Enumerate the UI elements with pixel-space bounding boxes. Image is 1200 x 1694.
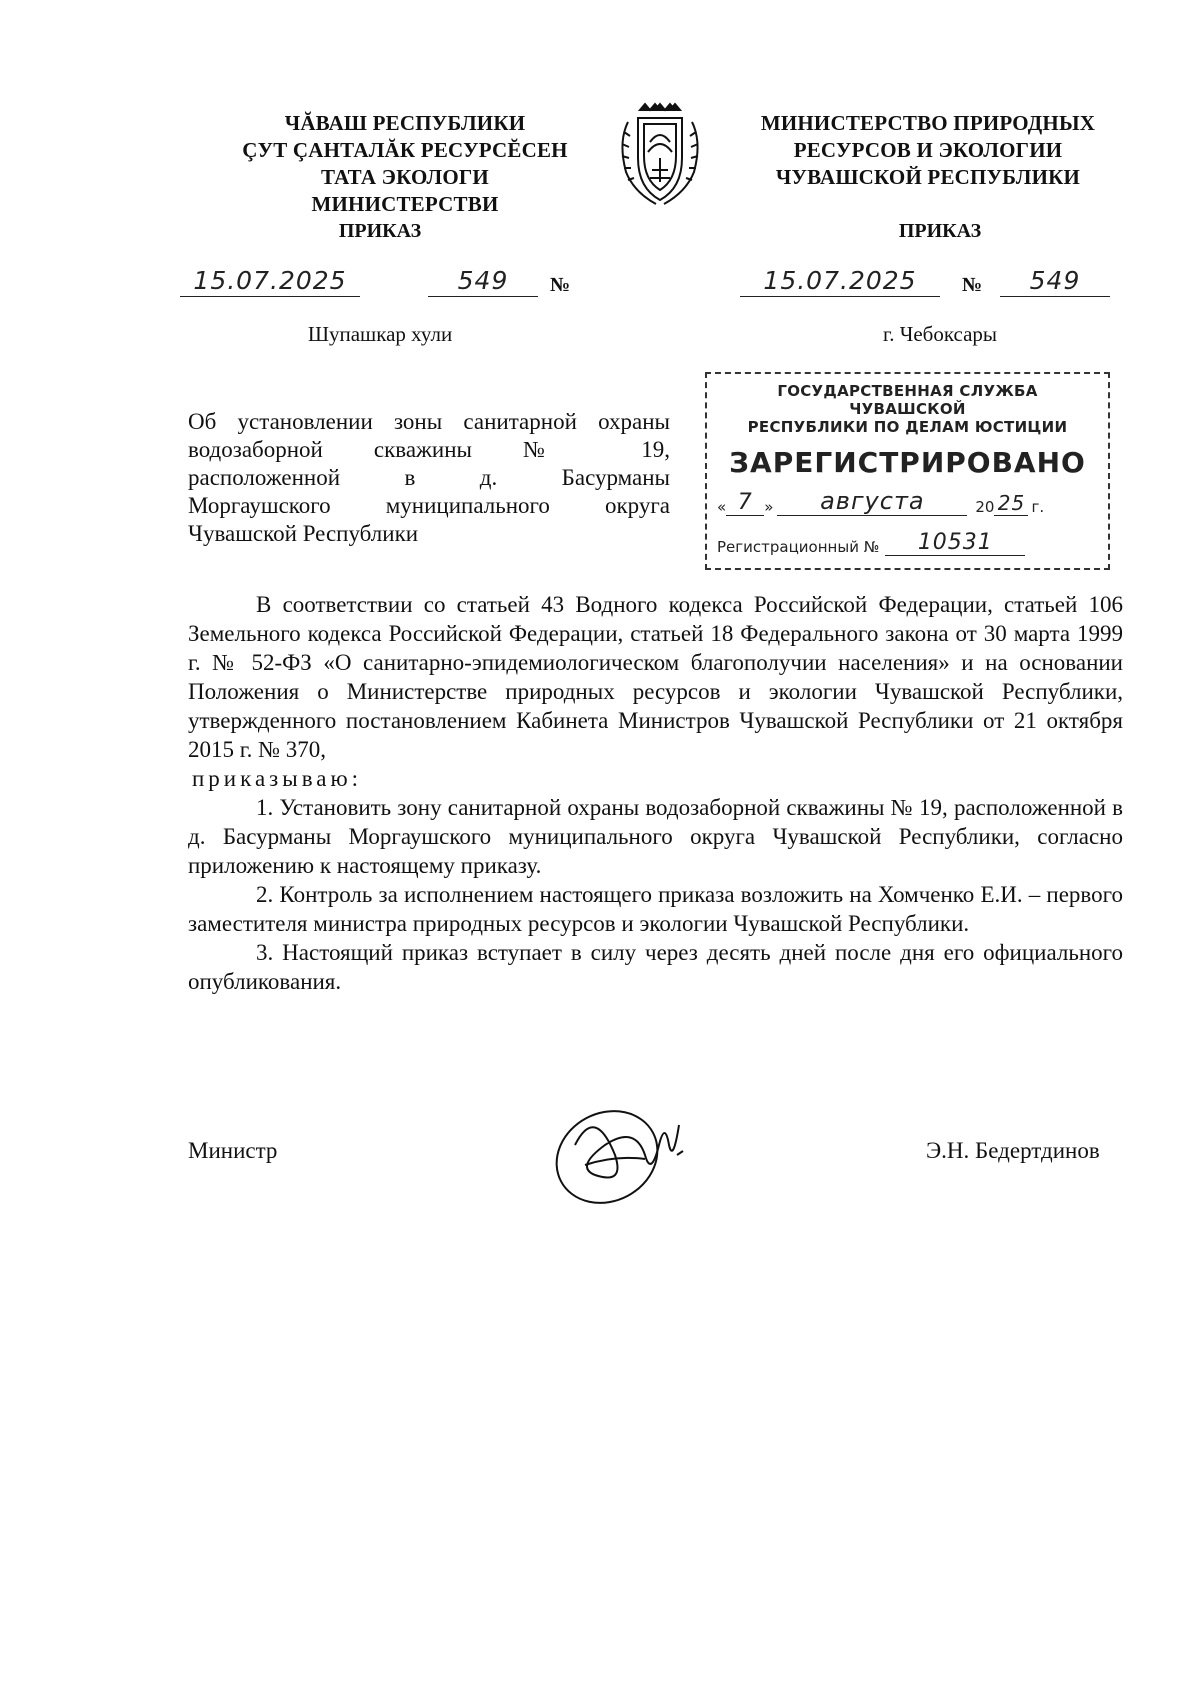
subject-line2: водозаборной скважины № 19, [188,437,670,462]
order-item-2: 2. Контроль за исполнением настоящего приказа возложить на Хомченко Е.И. – первого заместителя министра природных ресурсов и экологии Чувашской Республики. [188,882,1123,936]
order-item-1: 1. Установить зону санитарной охраны водозаборной скважины № 19, расположенной в д. Басурманы Моргаушского муниципального округа Чувашской Республики, согласно приложению к настоящему приказу. [188,795,1123,878]
city-right: г. Чебоксары [882,322,998,346]
header-right-line2: РЕСУРСОВ И ЭКОЛОГИИ [793,138,1063,162]
number-sign-left: № [550,274,571,296]
stamp-quote-close: » [764,498,774,516]
registration-stamp [705,372,1110,570]
stamp-day: 7 [726,490,764,516]
stamp-line1: ГОСУДАРСТВЕННАЯ СЛУЖБА ЧУВАШСКОЙ [777,382,1038,418]
number-sign-right: № [962,274,983,296]
stamp-line2: РЕСПУБЛИКИ ПО ДЕЛАМ ЮСТИЦИИ [747,418,1068,436]
header-left-line1: ЧĂВАШ РЕСПУБЛИКИ [284,111,526,135]
coat-of-arms-icon [610,102,710,212]
stamp-year-unit: г. [1031,498,1045,516]
signatory-name: Э.Н. Бедертдинов [926,1138,1100,1163]
subject-line5: Чувашской Республики [188,521,419,546]
stamp-year-prefix: 20 [975,498,995,516]
order-body [188,590,1123,996]
stamp-reg-number: 10531 [885,530,1025,556]
stamp-registered: ЗАРЕГИСТРИРОВАНО [729,446,1086,479]
stamp-reg-label: Регистрационный № [717,538,880,556]
subject-line4: Моргаушского муниципального округа [188,493,670,518]
order-date-right: 15.07.2025 [740,266,940,297]
subject-line3: расположенной в д. Басурманы [188,465,670,490]
order-date-left: 15.07.2025 [180,266,360,297]
subject-line1: Об установлении зоны санитарной охраны [188,409,670,434]
order-number-right: 549 [1000,266,1110,297]
stamp-month: августа [777,487,967,516]
order-number-left: 549 [428,266,538,297]
header-left-line2: ÇУТ ÇАНТАЛĂК РЕСУРСĔСЕН [242,138,568,162]
order-item-3: 3. Настоящий приказ вступает в силу через десять дней после дня его официального опубликования. [188,940,1123,994]
header-right [738,110,1118,191]
city-left: Шупашкар хули [307,322,453,346]
order-title-right: ПРИКАЗ [898,220,982,242]
header-right-line3: ЧУВАШСКОЙ РЕСПУБЛИКИ [775,165,1081,189]
header-left [225,110,585,218]
preamble-paragraph: В соответствии со статьей 43 Водного кодекса Российской Федерации, статьей 106 Земельного кодекса Российской Федерации, статьей 18 Федерального закона от 30 марта 1999 г. № 52-ФЗ «О санитарно-эпидемиологическом благополучии населения» и на основании Положения о Министерстве природных ресурсов и экологии Чувашской Республики, утвержденного постановлением Кабинета Министров Чувашской Республики от 21 октября 2015 г. № 370, [188,592,1123,762]
order-subject [188,408,670,548]
stamp-quote-open: « [717,498,727,516]
order-title-left: ПРИКАЗ [338,220,422,242]
signatory-position: Министр [188,1138,278,1163]
stamp-date-row [717,487,1098,516]
stamp-year-suffix: 25 [994,491,1028,516]
header-left-line3: ТАТА ЭКОЛОГИ МИНИСТЕРСТВИ [311,165,499,216]
stamp-reg-row [717,530,1098,556]
header-right-line1: МИНИСТЕРСТВО ПРИРОДНЫХ [760,111,1096,135]
handwritten-signature-icon [545,1085,705,1210]
order-word: приказываю: [192,766,363,791]
